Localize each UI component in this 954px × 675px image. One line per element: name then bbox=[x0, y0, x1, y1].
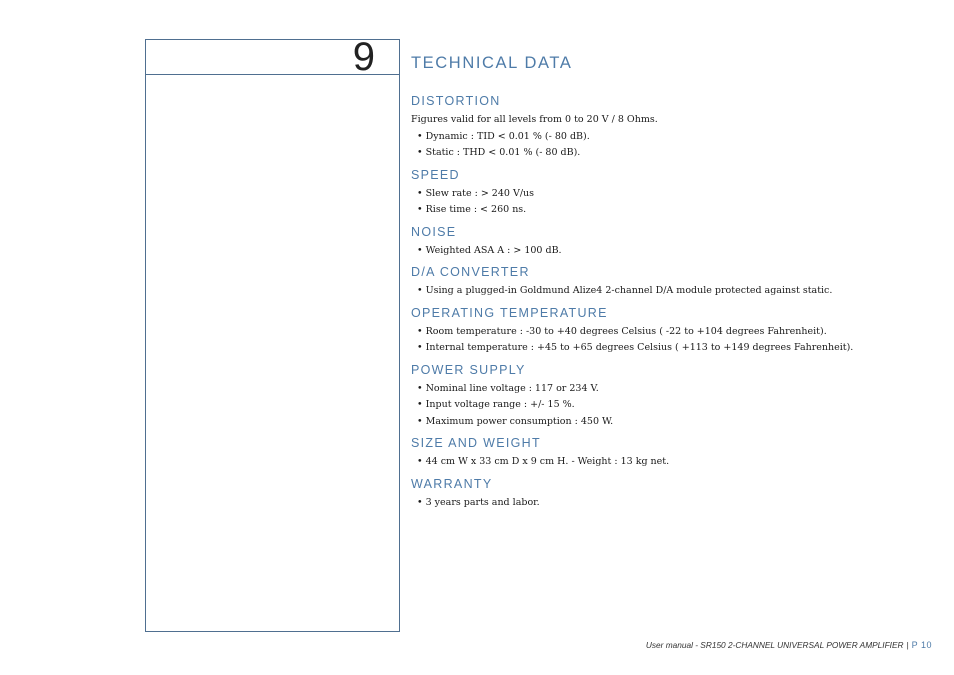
section-title: D/A CONVERTER bbox=[411, 265, 530, 279]
section-noise bbox=[411, 224, 931, 260]
page-number: P 10 bbox=[911, 640, 932, 650]
list-item: • Nominal line voltage : 117 or 234 V. bbox=[417, 382, 599, 394]
footer-text: User manual - SR150 2-CHANNEL UNIVERSAL POWER AMPLIFIER bbox=[645, 640, 904, 650]
list-item: • Room temperature : -30 to +40 degrees Celsius ( -22 to +104 degrees Fahrenheit). bbox=[417, 325, 827, 337]
section-title: POWER SUPPLY bbox=[411, 362, 526, 377]
list-item: • 44 cm W x 33 cm D x 9 cm H. - Weight : 13 kg net. bbox=[417, 456, 670, 467]
section-title: OPERATING TEMPERATURE bbox=[411, 305, 608, 320]
section-title: WARRANTY bbox=[411, 476, 493, 491]
section-title: NOISE bbox=[411, 224, 457, 239]
list-item: • Input voltage range : +/- 15 %. bbox=[417, 399, 575, 410]
section-power-supply bbox=[411, 362, 931, 431]
list-item: • 3 years parts and labor. bbox=[417, 496, 540, 508]
section-title: DISTORTION bbox=[411, 94, 501, 108]
chapter-header bbox=[146, 35, 399, 79]
section-speed bbox=[411, 167, 931, 219]
section-distortion bbox=[411, 93, 931, 162]
page-footer bbox=[646, 640, 932, 650]
list-item: • Slew rate : > 240 V/us bbox=[417, 187, 535, 199]
section-da-converter bbox=[411, 264, 931, 300]
section-operating-temperature bbox=[411, 305, 931, 357]
list-item: • Maximum power consumption : 450 W. bbox=[417, 415, 614, 427]
list-item: • Rise time : < 260 ns. bbox=[417, 204, 527, 215]
section-intro: Figures valid for all levels from 0 to 20 V / 8 Ohms. bbox=[411, 114, 658, 125]
chapter-number: 9 bbox=[352, 35, 375, 79]
list-item: • Dynamic : TID < 0.01 % (- 80 dB). bbox=[417, 130, 590, 142]
content-area bbox=[411, 52, 931, 511]
section-warranty bbox=[411, 476, 931, 512]
page-title: TECHNICAL DATA bbox=[411, 54, 573, 72]
list-item: • Using a plugged-in Goldmund Alize4 2-channel D/A module protected against static. bbox=[417, 285, 833, 296]
list-item: • Static : THD < 0.01 % (- 80 dB). bbox=[417, 147, 581, 158]
list-item: • Weighted ASA A : > 100 dB. bbox=[417, 244, 562, 256]
section-size-weight bbox=[411, 435, 931, 471]
footer-separator: | bbox=[906, 640, 909, 650]
section-title: SPEED bbox=[411, 167, 460, 182]
section-title: SIZE AND WEIGHT bbox=[411, 436, 541, 450]
chapter-panel bbox=[145, 35, 400, 632]
list-item: • Internal temperature : +45 to +65 degrees Celsius ( +113 to +149 degrees Fahrenheit). bbox=[417, 342, 854, 353]
